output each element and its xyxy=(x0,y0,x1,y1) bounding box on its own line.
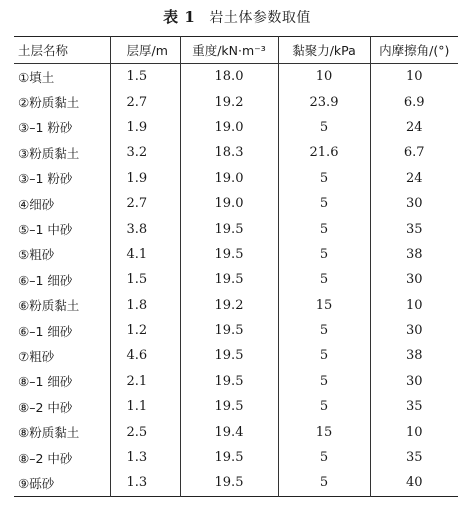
cell-thickness: 1.9 xyxy=(110,115,180,140)
header-cohesion: 黏聚力/kPa xyxy=(278,37,370,64)
table-row xyxy=(14,394,458,419)
header-unit-weight: 重度/kN·m⁻³ xyxy=(180,37,278,64)
table-row xyxy=(14,242,458,267)
cell-unit-weight: 18.3 xyxy=(180,140,278,165)
cell-unit-weight: 19.5 xyxy=(180,470,278,496)
header-layer-name: 土层名称 xyxy=(14,37,110,64)
cell-friction-angle: 40 xyxy=(370,470,458,496)
cell-friction-angle: 35 xyxy=(370,445,458,470)
cell-cohesion: 5 xyxy=(278,318,370,343)
cell-friction-angle: 24 xyxy=(370,115,458,140)
cell-cohesion: 5 xyxy=(278,191,370,216)
table-row xyxy=(14,267,458,292)
cell-thickness: 2.7 xyxy=(110,191,180,216)
cell-thickness: 2.5 xyxy=(110,419,180,444)
cell-layer-name: ⑧粉质黏土 xyxy=(14,419,110,444)
cell-unit-weight: 19.5 xyxy=(180,242,278,267)
cell-layer-name: ⑤–1 中砂 xyxy=(14,216,110,241)
table-row xyxy=(14,140,458,165)
cell-thickness: 2.7 xyxy=(110,89,180,114)
cell-cohesion: 5 xyxy=(278,394,370,419)
table-caption xyxy=(0,6,474,27)
cell-friction-angle: 10 xyxy=(370,293,458,318)
cell-thickness: 1.2 xyxy=(110,318,180,343)
cell-friction-angle: 35 xyxy=(370,216,458,241)
cell-unit-weight: 19.2 xyxy=(180,293,278,318)
cell-thickness: 1.1 xyxy=(110,394,180,419)
cell-unit-weight: 19.5 xyxy=(180,369,278,394)
soil-parameter-table xyxy=(14,36,458,497)
cell-friction-angle: 6.7 xyxy=(370,140,458,165)
cell-cohesion: 10 xyxy=(278,64,370,90)
cell-layer-name: ⑧–2 中砂 xyxy=(14,445,110,470)
cell-friction-angle: 24 xyxy=(370,166,458,191)
table-row xyxy=(14,166,458,191)
cell-cohesion: 5 xyxy=(278,343,370,368)
header-thickness: 层厚/m xyxy=(110,37,180,64)
cell-layer-name: ⑤粗砂 xyxy=(14,242,110,267)
table-row xyxy=(14,369,458,394)
table-row xyxy=(14,343,458,368)
cell-friction-angle: 10 xyxy=(370,64,458,90)
cell-layer-name: ③粉质黏土 xyxy=(14,140,110,165)
cell-layer-name: ⑥粉质黏土 xyxy=(14,293,110,318)
cell-cohesion: 5 xyxy=(278,470,370,496)
cell-cohesion: 5 xyxy=(278,267,370,292)
cell-cohesion: 15 xyxy=(278,293,370,318)
cell-thickness: 1.8 xyxy=(110,293,180,318)
cell-friction-angle: 30 xyxy=(370,369,458,394)
cell-thickness: 3.8 xyxy=(110,216,180,241)
table-number: 表 1 xyxy=(163,8,196,26)
cell-unit-weight: 19.5 xyxy=(180,216,278,241)
table-row xyxy=(14,216,458,241)
cell-layer-name: ⑧–2 中砂 xyxy=(14,394,110,419)
cell-thickness: 1.5 xyxy=(110,267,180,292)
cell-cohesion: 5 xyxy=(278,166,370,191)
cell-thickness: 1.5 xyxy=(110,64,180,90)
cell-thickness: 1.3 xyxy=(110,445,180,470)
cell-friction-angle: 30 xyxy=(370,318,458,343)
cell-layer-name: ①填土 xyxy=(14,64,110,90)
cell-unit-weight: 19.5 xyxy=(180,343,278,368)
cell-cohesion: 21.6 xyxy=(278,140,370,165)
cell-friction-angle: 30 xyxy=(370,191,458,216)
cell-cohesion: 23.9 xyxy=(278,89,370,114)
cell-friction-angle: 35 xyxy=(370,394,458,419)
header-friction-angle: 内摩擦角/(°) xyxy=(370,37,458,64)
cell-unit-weight: 19.4 xyxy=(180,419,278,444)
cell-friction-angle: 38 xyxy=(370,242,458,267)
cell-friction-angle: 30 xyxy=(370,267,458,292)
cell-unit-weight: 19.0 xyxy=(180,115,278,140)
table-body xyxy=(14,64,458,497)
cell-cohesion: 5 xyxy=(278,216,370,241)
table-row xyxy=(14,89,458,114)
table-row xyxy=(14,470,458,496)
cell-unit-weight: 18.0 xyxy=(180,64,278,90)
table-row xyxy=(14,318,458,343)
cell-friction-angle: 10 xyxy=(370,419,458,444)
cell-layer-name: ④细砂 xyxy=(14,191,110,216)
cell-unit-weight: 19.5 xyxy=(180,394,278,419)
cell-thickness: 1.9 xyxy=(110,166,180,191)
cell-thickness: 2.1 xyxy=(110,369,180,394)
table-row xyxy=(14,419,458,444)
cell-friction-angle: 38 xyxy=(370,343,458,368)
cell-layer-name: ③–1 粉砂 xyxy=(14,115,110,140)
cell-layer-name: ③–1 粉砂 xyxy=(14,166,110,191)
cell-friction-angle: 6.9 xyxy=(370,89,458,114)
table-header xyxy=(14,37,458,64)
table-row xyxy=(14,445,458,470)
cell-thickness: 4.6 xyxy=(110,343,180,368)
cell-unit-weight: 19.0 xyxy=(180,191,278,216)
cell-thickness: 3.2 xyxy=(110,140,180,165)
cell-thickness: 1.3 xyxy=(110,470,180,496)
cell-unit-weight: 19.5 xyxy=(180,445,278,470)
table-row xyxy=(14,293,458,318)
cell-cohesion: 5 xyxy=(278,369,370,394)
cell-layer-name: ⑦粗砂 xyxy=(14,343,110,368)
cell-layer-name: ②粉质黏土 xyxy=(14,89,110,114)
cell-layer-name: ⑨砾砂 xyxy=(14,470,110,496)
cell-cohesion: 5 xyxy=(278,242,370,267)
table-row xyxy=(14,115,458,140)
table-row xyxy=(14,64,458,90)
cell-unit-weight: 19.5 xyxy=(180,267,278,292)
cell-layer-name: ⑥–1 细砂 xyxy=(14,318,110,343)
cell-unit-weight: 19.2 xyxy=(180,89,278,114)
cell-cohesion: 5 xyxy=(278,115,370,140)
cell-cohesion: 15 xyxy=(278,419,370,444)
cell-thickness: 4.1 xyxy=(110,242,180,267)
table-title: 岩土体参数取值 xyxy=(209,10,311,26)
table-row xyxy=(14,191,458,216)
cell-cohesion: 5 xyxy=(278,445,370,470)
cell-layer-name: ⑥–1 细砂 xyxy=(14,267,110,292)
cell-unit-weight: 19.5 xyxy=(180,318,278,343)
cell-layer-name: ⑧–1 细砂 xyxy=(14,369,110,394)
header-row xyxy=(14,37,458,64)
cell-unit-weight: 19.0 xyxy=(180,166,278,191)
